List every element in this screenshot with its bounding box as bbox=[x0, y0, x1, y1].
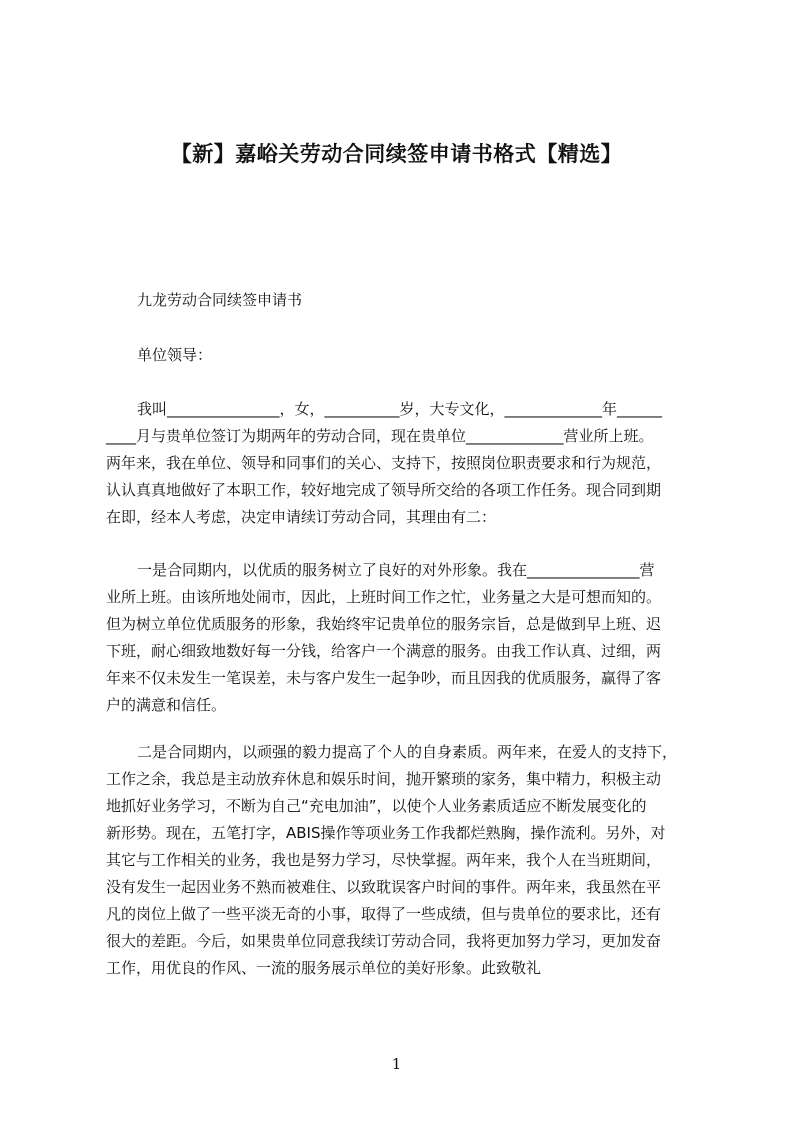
paragraph-line: 但为树立单位优质服务的形象，我始终牢记贵单位的服务宗旨，总是做到早上班、迟 bbox=[106, 615, 662, 633]
page-number: 1 bbox=[391, 1055, 402, 1073]
paragraph-line: 户的满意和信任。 bbox=[106, 696, 227, 714]
paragraph-line: 凡的岗位上做了一些平淡无奇的小事，取得了一些成绩，但与贵单位的要求比，还有 bbox=[106, 905, 662, 923]
paragraph-line: 一是合同期内，以优质的服务树立了良好的对外形象。我在_______________营 bbox=[137, 561, 655, 579]
paragraph-line: 下班，耐心细致地数好每一分钱，给客户一个满意的服务。由我工作认真、过细，两 bbox=[106, 642, 662, 660]
document-subtitle: 九龙劳动合同续签申请书 bbox=[137, 291, 303, 309]
paragraph-line: 没有发生一起因业务不熟而被难住、以致耽误客户时间的事件。两年来，我虽然在平 bbox=[106, 878, 662, 896]
paragraph-line: 两年来，我在单位、领导和同事们的关心、支持下，按照岗位职责要求和行为规范， bbox=[106, 454, 662, 472]
paragraph-line: 在即，经本人考虑，决定申请续订劳动合同，其理由有二： bbox=[106, 508, 497, 526]
paragraph-line: 认认真真地做好了本职工作，较好地完成了领导所交给的各项工作任务。现合同到期 bbox=[106, 481, 662, 499]
salutation: 单位领导： bbox=[137, 346, 213, 364]
paragraph-line: 其它与工作相关的业务，我也是努力学习，尽快掌握。两年来，我个人在当班期间， bbox=[106, 851, 662, 869]
paragraph-line: 地抓好业务学习，不断为自己“充电加油”，以使个人业务素质适应不断发展变化的 bbox=[106, 797, 647, 815]
paragraph-line: 年来不仅未发生一笔误差，未与客户发生一起争吵，而且因我的优质服务，赢得了客 bbox=[106, 669, 662, 687]
paragraph-line: 我叫_______________，女，__________岁，大专文化，_____________年______ bbox=[137, 400, 663, 418]
paragraph-line: 新形势。现在，五笔打字，ABIS操作等项业务工作我都烂熟胸，操作流利。另外，对 bbox=[106, 824, 666, 842]
paragraph-line: 业所上班。由该所地处闹市，因此，上班时间工作之忙，业务量之大是可想而知的。 bbox=[106, 588, 662, 606]
paragraph-line: 工作之余，我总是主动放弃休息和娱乐时间，抛开繁琐的家务，集中精力，积极主动 bbox=[106, 770, 662, 788]
paragraph-line: 很大的差距。今后，如果贵单位同意我续订劳动合同，我将更加努力学习，更加发奋 bbox=[106, 932, 662, 950]
paragraph-line: 二是合同期内，以顽强的毅力提高了个人的自身素质。两年来，在爱人的支持下， bbox=[137, 743, 678, 761]
paragraph-line: 工作，用优良的作风、一流的服务展示单位的美好形象。此致敬礼 bbox=[106, 959, 542, 977]
document-title: 【新】嘉峪关劳动合同续签申请书格式【精选】 bbox=[170, 142, 623, 166]
paragraph-line: ____月与贵单位签订为期两年的劳动合同，现在贵单位_____________营业所上班。 bbox=[106, 427, 654, 445]
